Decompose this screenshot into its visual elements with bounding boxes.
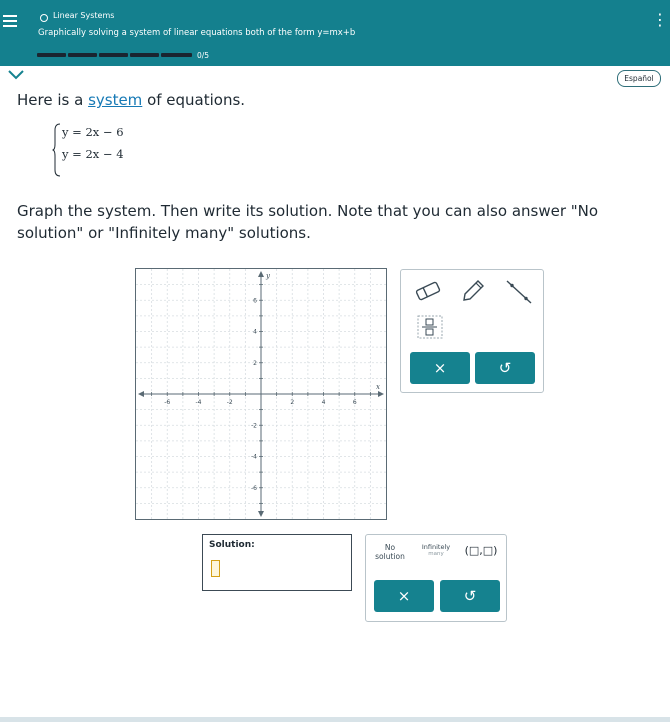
y-tick-label: -6 (251, 484, 257, 492)
topic-status-icon (40, 14, 48, 22)
problem-intro (17, 91, 245, 109)
solution-label: Solution: (209, 540, 255, 550)
progress-bar (37, 53, 192, 57)
progress-text: 0/5 (197, 51, 210, 60)
eraser-icon[interactable] (413, 278, 443, 304)
infinitely-label-2: many (428, 551, 444, 557)
kebab-icon[interactable]: ⋮ (652, 10, 668, 29)
y-tick-label: -4 (251, 453, 257, 461)
topic-title: Linear Systems (53, 11, 115, 20)
ordered-pair-button[interactable]: (□,□) (464, 544, 498, 557)
x-tick-label: 2 (290, 399, 295, 406)
footer-divider (0, 717, 670, 722)
y-tick-label: 2 (253, 359, 257, 367)
lesson-title: Graphically solving a system of linear equations both of the form y=mx+b (38, 28, 356, 38)
infinitely-label-1: Infinitely (421, 543, 451, 551)
y-tick-label: 6 (253, 297, 257, 305)
x-tick-label: -4 (195, 399, 202, 406)
instructions: Graph the system. Then write its solution. Note that you can also answer "No solution" or "Infinitely many" solutions. (17, 202, 599, 242)
y-tick-label: 4 (253, 328, 257, 336)
x-tick-label: 6 (352, 399, 357, 406)
graph-tools-panel (400, 269, 544, 393)
x-axis-arrow-left (138, 391, 144, 397)
y-axis-label: y (266, 272, 270, 280)
line-tool-icon[interactable] (503, 278, 533, 304)
intro-text-end: of equations. (142, 91, 246, 109)
hamburger-icon[interactable] (3, 13, 17, 27)
undo-graph-button[interactable]: ↺ (475, 352, 535, 384)
pencil-icon[interactable] (457, 278, 487, 304)
language-button[interactable]: Español (617, 70, 661, 87)
x-tick-label: 4 (321, 399, 326, 406)
left-brace-icon (52, 122, 62, 178)
infinitely-many-button[interactable] (416, 543, 456, 557)
system-link[interactable]: system (88, 91, 143, 109)
no-solution-label-2: solution (375, 552, 405, 561)
clear-answer-button[interactable]: × (374, 580, 434, 612)
x-axis-arrow-right (378, 391, 384, 397)
solution-box (202, 534, 352, 591)
x-tick-label: -2 (226, 399, 233, 406)
header-bar (0, 0, 670, 66)
y-axis-arrow-up (258, 271, 264, 277)
answer-options-panel (365, 534, 507, 622)
y-axis-arrow-down (258, 511, 264, 517)
chevron-down-icon[interactable] (7, 70, 25, 80)
x-axis-label: x (376, 383, 380, 391)
y-tick-label: -2 (251, 422, 257, 430)
equation-system (52, 122, 152, 178)
clear-graph-button[interactable]: × (410, 352, 470, 384)
intro-text: Here is a (17, 91, 89, 109)
no-solution-label-1: No (384, 543, 396, 552)
solution-input[interactable] (211, 560, 220, 577)
graph-canvas[interactable] (135, 268, 387, 520)
equation-2: y = 2x − 4 (62, 147, 124, 161)
undo-answer-button[interactable]: ↺ (440, 580, 500, 612)
no-solution-button[interactable] (370, 543, 410, 561)
x-tick-label: -6 (164, 399, 171, 406)
fraction-icon[interactable] (415, 314, 445, 340)
equation-1: y = 2x − 6 (62, 125, 124, 139)
